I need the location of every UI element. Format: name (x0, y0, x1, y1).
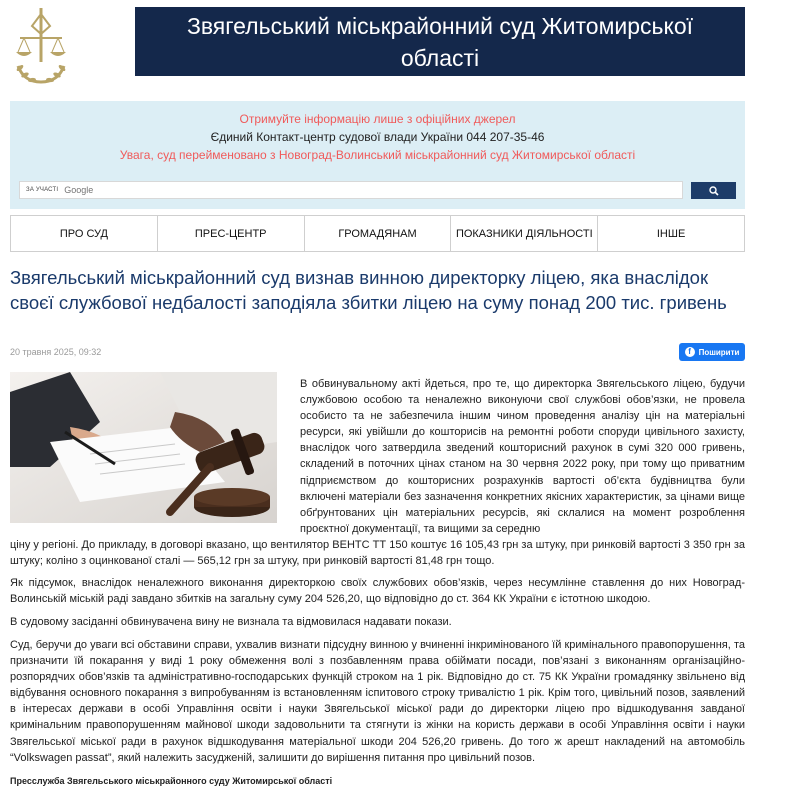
contact-center-notice: Єдиний Контакт-центр судової влади України 044 207-35-46 (210, 130, 545, 144)
court-emblem-icon[interactable] (10, 4, 72, 86)
search-box[interactable] (19, 181, 683, 199)
article-paragraph-4: Суд, беручи до уваги всі обставини справи, ухвалив визнати підсудну винною у вчиненні інкримінованого їй кримінального правопорушення, та призначити їй покарання у виді 1 року обмеження волі з позбавленням права обіймати посади, пов’язані з виконанням організаційно-розпорядчих обов’язків та адміністративно-господарських функцій строком на 1 рік. Відповідно до ст. 75 КК України громадянку звільнено від відбування основного покарання з випробуванням із встановленням іспитового строку тривалістю 1 рік. Крім того, цивільний позов, заявлений в інтересах держави в особі Управління освіти і науки Звягельської міської ради до директорки ліцею про відшкодування завданої кримінальним правопорушенням майнової шкоди задовольнити та стягнути із жінки на користь держави в особі Управління освіти і науки Звягельської міської ради в рахунок відшкодування матеріальної шкоди 204 526,20 гривень. До того ж арешт накладений на автомобіль “Volkswagen passat”, який належить засудженій, залишити до вирішення питання про цивільний позов. (10, 639, 745, 764)
article-paragraph-2: Як підсумок, внаслідок неналежного виконання директоркою своїх службових обов’язків, через несумлінне ставлення до них Новоград-Волинській міській раді завдано збитків на загальну суму 204 526,20, що відповідно до ст. 364 КК України є істотною шкодою. (10, 577, 745, 606)
search-provider-label: ЗА УЧАСТІ (26, 187, 59, 193)
nav-item-citizens[interactable]: ГРОМАДЯНАМ (304, 216, 451, 251)
article-paragraph-1: В обвинувальному акті йдеться, про те, що директорка Звягельського ліцею, будучи службовою особою та неналежно виконуючи свої службові обов’язки, не провела особисто та не забезпечила іншим чином проведення аналізу цін на матеріальні ресурси, які увійшли до кошторисів на ремонтні роботи споруди цивільного захисту, внаслідок чого затвердила зведений кошторисний рахунок в сумі 320 000 гривень, складений в поточних цінах станом на 30 червня 2022 року, при тому що приватним підприємством до кошторисних розрахунків вартості об’єкта будівництва були включені матеріали без зазначення конкретних якісних характеристик, за цінами вище обґрунтованих цін матеріальних ресурсів, які склалися на момент розроблення проєктної документації, та вищими за середню (300, 378, 745, 535)
article-photo (10, 372, 277, 523)
article-paragraph-3: В судовому засіданні обвинувачена вину не визнала та відмовилася надавати покази. (10, 616, 452, 628)
main-nav (10, 215, 745, 252)
court-title-banner[interactable] (135, 7, 745, 76)
search-icon (709, 186, 719, 196)
facebook-icon: f (685, 347, 695, 357)
article-date: 20 травня 2025, 09:32 (10, 347, 102, 357)
nav-item-press-center[interactable]: ПРЕС-ЦЕНТР (157, 216, 304, 251)
info-panel (10, 101, 745, 209)
court-title[interactable]: Звягельський міськрайонний суд Житомирської області (186, 12, 694, 71)
official-sources-notice[interactable]: Отримуйте інформацію лише з офіційних джерел (239, 112, 516, 126)
renaming-notice[interactable]: Увага, суд перейменовано з Новоград-Волинський міськрайонний суд Житомирської області (119, 148, 636, 162)
article-title: Звягельський міськрайонний суд визнав винною директорку ліцею, яка внаслідок своєї службової недбалості заподіяла збитки ліцею на суму понад 200 тис. гривень (10, 267, 727, 313)
press-service-signature: Пресслужба Звягельського міськрайонного суду Житомирської області (10, 776, 333, 786)
facebook-share-button[interactable] (679, 343, 745, 361)
nav-item-about-court[interactable]: ПРО СУД (59, 227, 108, 240)
share-label: Поширити (698, 347, 740, 357)
nav-item-performance[interactable]: ПОКАЗНИКИ ДІЯЛЬНОСТІ (450, 216, 597, 251)
search-button[interactable] (691, 182, 736, 199)
article-paragraph-1-continued: ціну у регіоні. До прикладу, в договорі вказано, що вентилятор ВЕНТС ТТ 150 коштує 16 105,43 грн за штуку, при ринковій вартості 3 350 грн за штуку; коліно з оцинкованої сталі — 565,12 грн за штуку, при ринковій вартості 81,48 грн тощо. (10, 539, 745, 568)
search-input[interactable] (64, 185, 624, 195)
nav-item-other[interactable]: ІНШЕ (597, 216, 744, 251)
